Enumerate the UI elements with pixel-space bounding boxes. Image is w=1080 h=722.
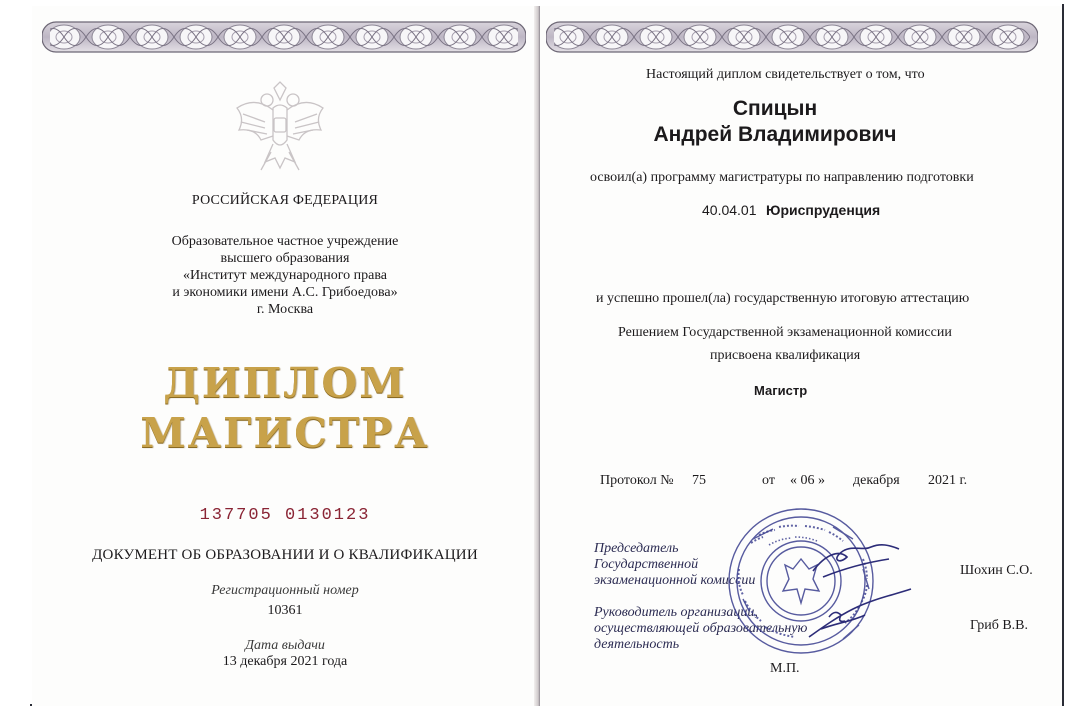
issue-date: 13 декабря 2021 года (222, 654, 348, 669)
seal-place-label: М.П. (770, 661, 800, 676)
official-seal-stamp (713, 499, 913, 669)
institution-line: и экономики имени А.С. Грибоедова» (172, 285, 398, 300)
coat-of-arms-emblem (225, 78, 335, 188)
protocol-month: декабря (853, 473, 900, 488)
program-text: освоил(а) программу магистратуры по направлению подготовки (590, 170, 974, 185)
diploma-intro: Настоящий диплом свидетельствует о том, что (646, 67, 925, 82)
head-label-line: осуществляющей образовательную (594, 621, 808, 636)
protocol-label: Протокол № (600, 473, 674, 488)
institution-line: Образовательное частное учреждение (171, 234, 399, 249)
program-name: Юриспруденция (766, 202, 881, 218)
program-code: 40.04.01 (702, 202, 757, 218)
reg-number: 10361 (267, 603, 303, 618)
protocol-day: « 06 » (790, 473, 825, 488)
organization-head-name: Гриб В.В. (970, 618, 1029, 633)
serial-number: 137705 0130123 (199, 506, 371, 525)
chair-label-line: экзаменационной комиссии (594, 573, 756, 588)
institution-line: высшего образования (220, 251, 350, 266)
head-label-line: Руководитель организации, (594, 605, 758, 620)
graduate-surname: Спицын (732, 97, 818, 120)
protocol-from-label: от (762, 473, 775, 488)
attestation-text: и успешно прошел(ла) государственную итоговую аттестацию (596, 291, 970, 306)
country-label: РОССИЙСКАЯ ФЕДЕРАЦИЯ (191, 193, 379, 208)
decorative-band-left (42, 16, 526, 58)
qualification: Магистр (754, 383, 808, 398)
commission-chair-name: Шохин С.О. (960, 563, 1033, 578)
document-type: ДОКУМЕНТ ОБ ОБРАЗОВАНИИ И О КВАЛИФИКАЦИИ (92, 547, 478, 563)
decorative-band-right (546, 16, 1038, 58)
commission-decision-line1: Решением Государственной экзаменационной комиссии (618, 325, 952, 340)
protocol-number: 75 (692, 473, 706, 488)
commission-decision-line2: присвоена квалификация (710, 348, 861, 363)
institution-city: г. Москва (256, 302, 314, 317)
program-field (702, 202, 880, 220)
institution-line: «Институт международного права (182, 268, 387, 283)
issue-date-label: Дата выдачи (245, 638, 325, 653)
chair-label-line: Государственной (594, 557, 699, 572)
diploma-title (32, 358, 538, 458)
head-label-line: деятельность (594, 637, 680, 652)
diploma-title-line2: МАГИСТРА (140, 409, 430, 457)
chair-label-line: Председатель (594, 541, 679, 556)
protocol-year: 2021 г. (928, 473, 968, 488)
reg-number-label: Регистрационный номер (211, 583, 359, 598)
diploma-title-line1: ДИПЛОМ (163, 359, 407, 407)
institution-block (32, 233, 538, 318)
left-page (32, 6, 538, 706)
diploma-spread (32, 6, 1062, 706)
graduate-given-names: Андрей Владимирович (653, 123, 897, 146)
